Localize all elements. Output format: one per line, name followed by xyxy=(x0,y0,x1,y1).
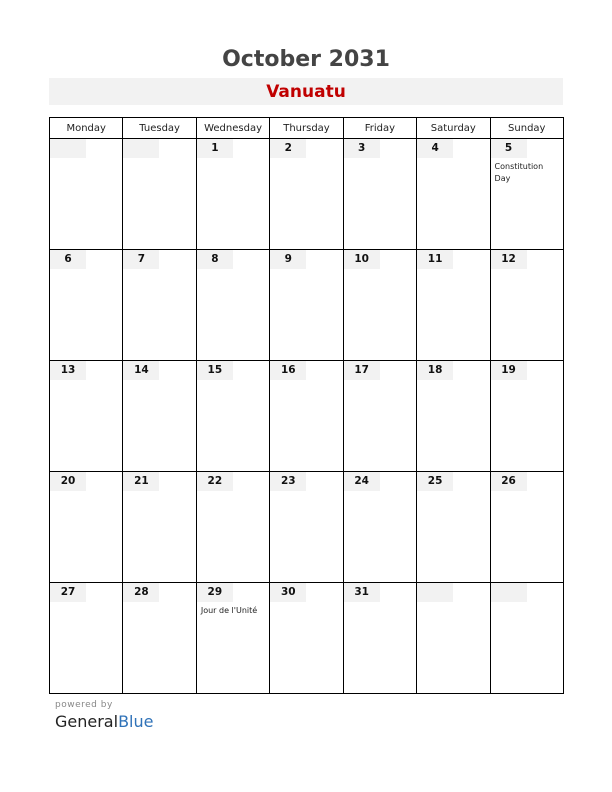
day-cell[interactable] xyxy=(417,361,490,472)
day-cell[interactable] xyxy=(417,139,490,250)
day-cell[interactable] xyxy=(270,250,343,361)
day-number: 25 xyxy=(417,472,453,491)
week-row xyxy=(50,250,564,361)
country-name: Vanuatu xyxy=(266,82,346,102)
day-number: 15 xyxy=(197,361,233,380)
day-number: 19 xyxy=(491,361,527,380)
week-row xyxy=(50,139,564,250)
brand-general: General xyxy=(55,712,119,731)
generalblue-logo[interactable] xyxy=(55,712,153,731)
week-row xyxy=(50,583,564,694)
day-cell[interactable] xyxy=(417,472,490,583)
weekday-header: Sunday xyxy=(490,118,563,139)
brand-blue: Blue xyxy=(118,712,154,731)
day-cell[interactable] xyxy=(343,472,416,583)
day-number: 22 xyxy=(197,472,233,491)
day-number: 14 xyxy=(123,361,159,380)
day-number: 26 xyxy=(491,472,527,491)
day-cell[interactable] xyxy=(196,361,269,472)
day-cell[interactable] xyxy=(270,139,343,250)
country-bar xyxy=(49,78,563,105)
day-cell[interactable] xyxy=(490,583,563,694)
powered-by-text: powered by xyxy=(55,700,113,710)
day-number: 8 xyxy=(197,250,233,269)
day-number: 27 xyxy=(50,583,86,602)
day-number: 9 xyxy=(270,250,306,269)
day-number: 29 xyxy=(197,583,233,602)
day-number: 13 xyxy=(50,361,86,380)
day-number: 20 xyxy=(50,472,86,491)
weekday-header: Friday xyxy=(343,118,416,139)
weekday-header: Tuesday xyxy=(123,118,196,139)
day-cell[interactable] xyxy=(343,583,416,694)
day-cell[interactable] xyxy=(490,472,563,583)
day-cell[interactable] xyxy=(270,361,343,472)
day-cell[interactable] xyxy=(50,250,123,361)
holiday-label: Jour de l'Unité xyxy=(200,606,258,615)
day-number: 31 xyxy=(344,583,380,602)
day-cell[interactable] xyxy=(490,361,563,472)
day-cell[interactable] xyxy=(50,361,123,472)
day-cell[interactable] xyxy=(123,139,196,250)
day-cell[interactable] xyxy=(270,583,343,694)
day-cell[interactable] xyxy=(343,361,416,472)
day-cell[interactable] xyxy=(196,583,269,694)
day-cell[interactable] xyxy=(123,361,196,472)
day-number: 6 xyxy=(50,250,86,269)
day-number: 4 xyxy=(417,139,453,158)
holiday-label: Constitution Day xyxy=(494,162,544,183)
day-number xyxy=(123,139,159,158)
day-number: 30 xyxy=(270,583,306,602)
weekday-header: Thursday xyxy=(270,118,343,139)
day-cell[interactable] xyxy=(50,139,123,250)
day-number: 24 xyxy=(344,472,380,491)
day-cell[interactable] xyxy=(50,583,123,694)
weekday-header-row xyxy=(50,118,564,139)
day-number: 21 xyxy=(123,472,159,491)
day-number: 7 xyxy=(123,250,159,269)
day-number: 17 xyxy=(344,361,380,380)
day-number xyxy=(50,139,86,158)
day-number xyxy=(491,583,527,602)
day-cell[interactable] xyxy=(196,250,269,361)
day-cell[interactable] xyxy=(123,583,196,694)
day-cell[interactable] xyxy=(490,139,563,250)
day-cell[interactable] xyxy=(50,472,123,583)
day-cell[interactable] xyxy=(343,250,416,361)
day-number: 11 xyxy=(417,250,453,269)
day-cell[interactable] xyxy=(490,250,563,361)
day-number: 3 xyxy=(344,139,380,158)
day-cell[interactable] xyxy=(123,250,196,361)
day-cell[interactable] xyxy=(270,472,343,583)
day-number: 5 xyxy=(491,139,527,158)
weekday-header: Monday xyxy=(50,118,123,139)
week-row xyxy=(50,472,564,583)
day-cell[interactable] xyxy=(123,472,196,583)
day-number: 2 xyxy=(270,139,306,158)
week-row xyxy=(50,361,564,472)
weekday-header: Wednesday xyxy=(196,118,269,139)
day-cell[interactable] xyxy=(196,139,269,250)
weekday-header: Saturday xyxy=(417,118,490,139)
day-number: 16 xyxy=(270,361,306,380)
day-number: 12 xyxy=(491,250,527,269)
day-number xyxy=(417,583,453,602)
day-cell[interactable] xyxy=(196,472,269,583)
day-cell[interactable] xyxy=(343,139,416,250)
day-cell[interactable] xyxy=(417,583,490,694)
day-number: 23 xyxy=(270,472,306,491)
day-number: 28 xyxy=(123,583,159,602)
day-cell[interactable] xyxy=(417,250,490,361)
day-number: 1 xyxy=(197,139,233,158)
calendar-title: October 2031 xyxy=(222,47,390,72)
day-number: 18 xyxy=(417,361,453,380)
day-number: 10 xyxy=(344,250,380,269)
calendar-grid xyxy=(49,117,564,694)
footer xyxy=(55,700,153,731)
